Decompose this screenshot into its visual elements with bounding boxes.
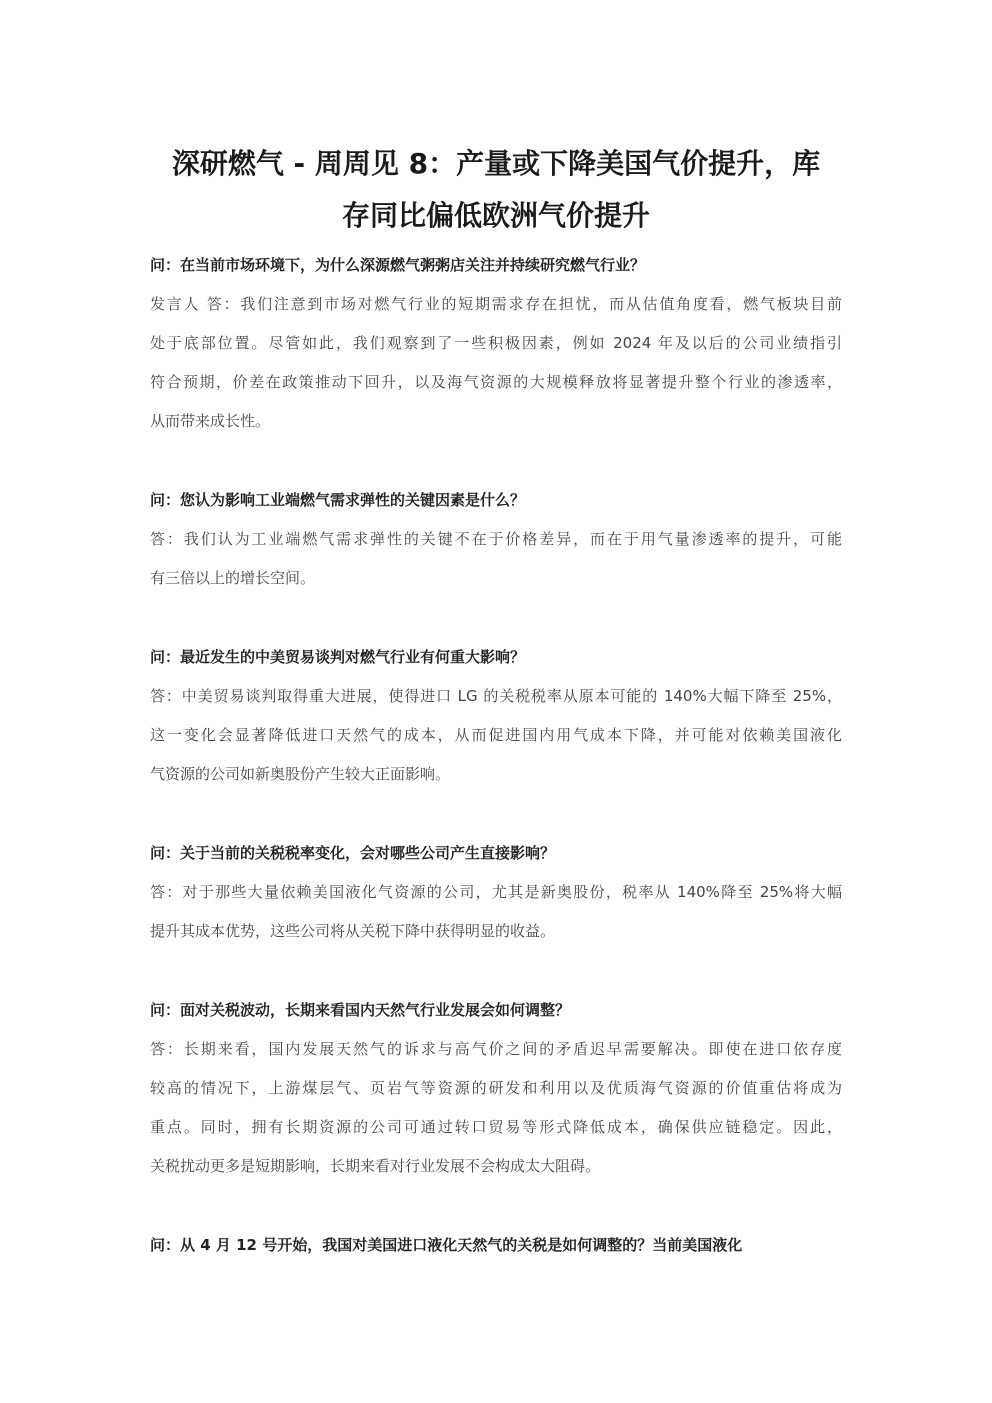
answer-2-line-1: 答：我们认为工业端燃气需求弹性的关键不在于价格差异，而在于用气量渗透率的提升，可能 <box>150 530 842 548</box>
answer-3-line-2: 这一变化会显著降低进口天然气的成本，从而促进国内用气成本下降，并可能对依赖美国液化 <box>150 726 842 744</box>
answer-4-line-1: 答：对于那些大量依赖美国液化气资源的公司，尤其是新奥股份，税率从 140%降至 25%将大幅 <box>150 883 842 901</box>
answer-2 <box>150 520 842 598</box>
answer-1-line-2: 处于底部位置。尽管如此，我们观察到了一些积极因素，例如 2024 年及以后的公司业绩指引 <box>150 334 842 352</box>
question-6: 问：从 4 月 12 号开始，我国对美国进口液化天然气的关税是如何调整的？当前美国液化 <box>150 1236 743 1254</box>
answer-2-line-2: 有三倍以上的增长空间。 <box>150 569 316 587</box>
question-1: 问：在当前市场环境下，为什么深源燃气粥粥店关注并持续研究燃气行业？ <box>150 256 646 274</box>
answer-1-line-4: 从而带来成长性。 <box>150 412 271 430</box>
answer-3 <box>150 677 842 794</box>
qa-block-4 <box>150 834 842 951</box>
question-5: 问：面对关税波动，长期来看国内天然气行业发展会如何调整？ <box>150 1001 571 1019</box>
answer-5 <box>150 1030 842 1186</box>
answer-3-line-1: 答：中美贸易谈判取得重大进展，使得进口 LG 的关税税率从原本可能的 140%大幅下降至 25%， <box>150 687 842 705</box>
question-3: 问：最近发生的中美贸易谈判对燃气行业有何重大影响？ <box>150 648 526 666</box>
title-line-1: 深研燃气 - 周周见 8：产量或下降美国气价提升，库 <box>171 147 821 180</box>
title-line-2: 存同比偏低欧洲气价提升 <box>341 199 650 232</box>
qa-block-2 <box>150 481 842 598</box>
answer-5-line-4: 关税扰动更多是短期影响，长期来看对行业发展不会构成太大阻碍。 <box>150 1157 601 1175</box>
qa-block-6 <box>150 1226 842 1265</box>
question-4: 问：关于当前的关税税率变化，会对哪些公司产生直接影响？ <box>150 844 556 862</box>
qa-block-1 <box>150 246 842 441</box>
document-title <box>150 138 842 242</box>
answer-1 <box>150 285 842 441</box>
answer-1-line-3: 符合预期，价差在政策推动下回升，以及海气资源的大规模释放将显著提升整个行业的渗透率， <box>150 373 842 391</box>
answer-4 <box>150 873 842 951</box>
question-2: 问：您认为影响工业端燃气需求弹性的关键因素是什么？ <box>150 491 526 509</box>
answer-5-line-1: 答：长期来看，国内发展天然气的诉求与高气价之间的矛盾迟早需要解决。即使在进口依存度 <box>150 1040 842 1058</box>
answer-5-line-2: 较高的情况下，上游煤层气、页岩气等资源的研发和利用以及优质海气资源的价值重估将成为 <box>150 1079 842 1097</box>
answer-5-line-3: 重点。同时，拥有长期资源的公司可通过转口贸易等形式降低成本，确保供应链稳定。因此， <box>150 1118 842 1136</box>
qa-block-3 <box>150 638 842 794</box>
answer-3-line-3: 气资源的公司如新奥股份产生较大正面影响。 <box>150 765 451 783</box>
answer-4-line-2: 提升其成本优势，这些公司将从关税下降中获得明显的收益。 <box>150 922 556 940</box>
qa-block-5 <box>150 991 842 1186</box>
answer-1-line-1: 发言人 答：我们注意到市场对燃气行业的短期需求存在担忧，而从估值角度看，燃气板块目前 <box>150 295 842 313</box>
